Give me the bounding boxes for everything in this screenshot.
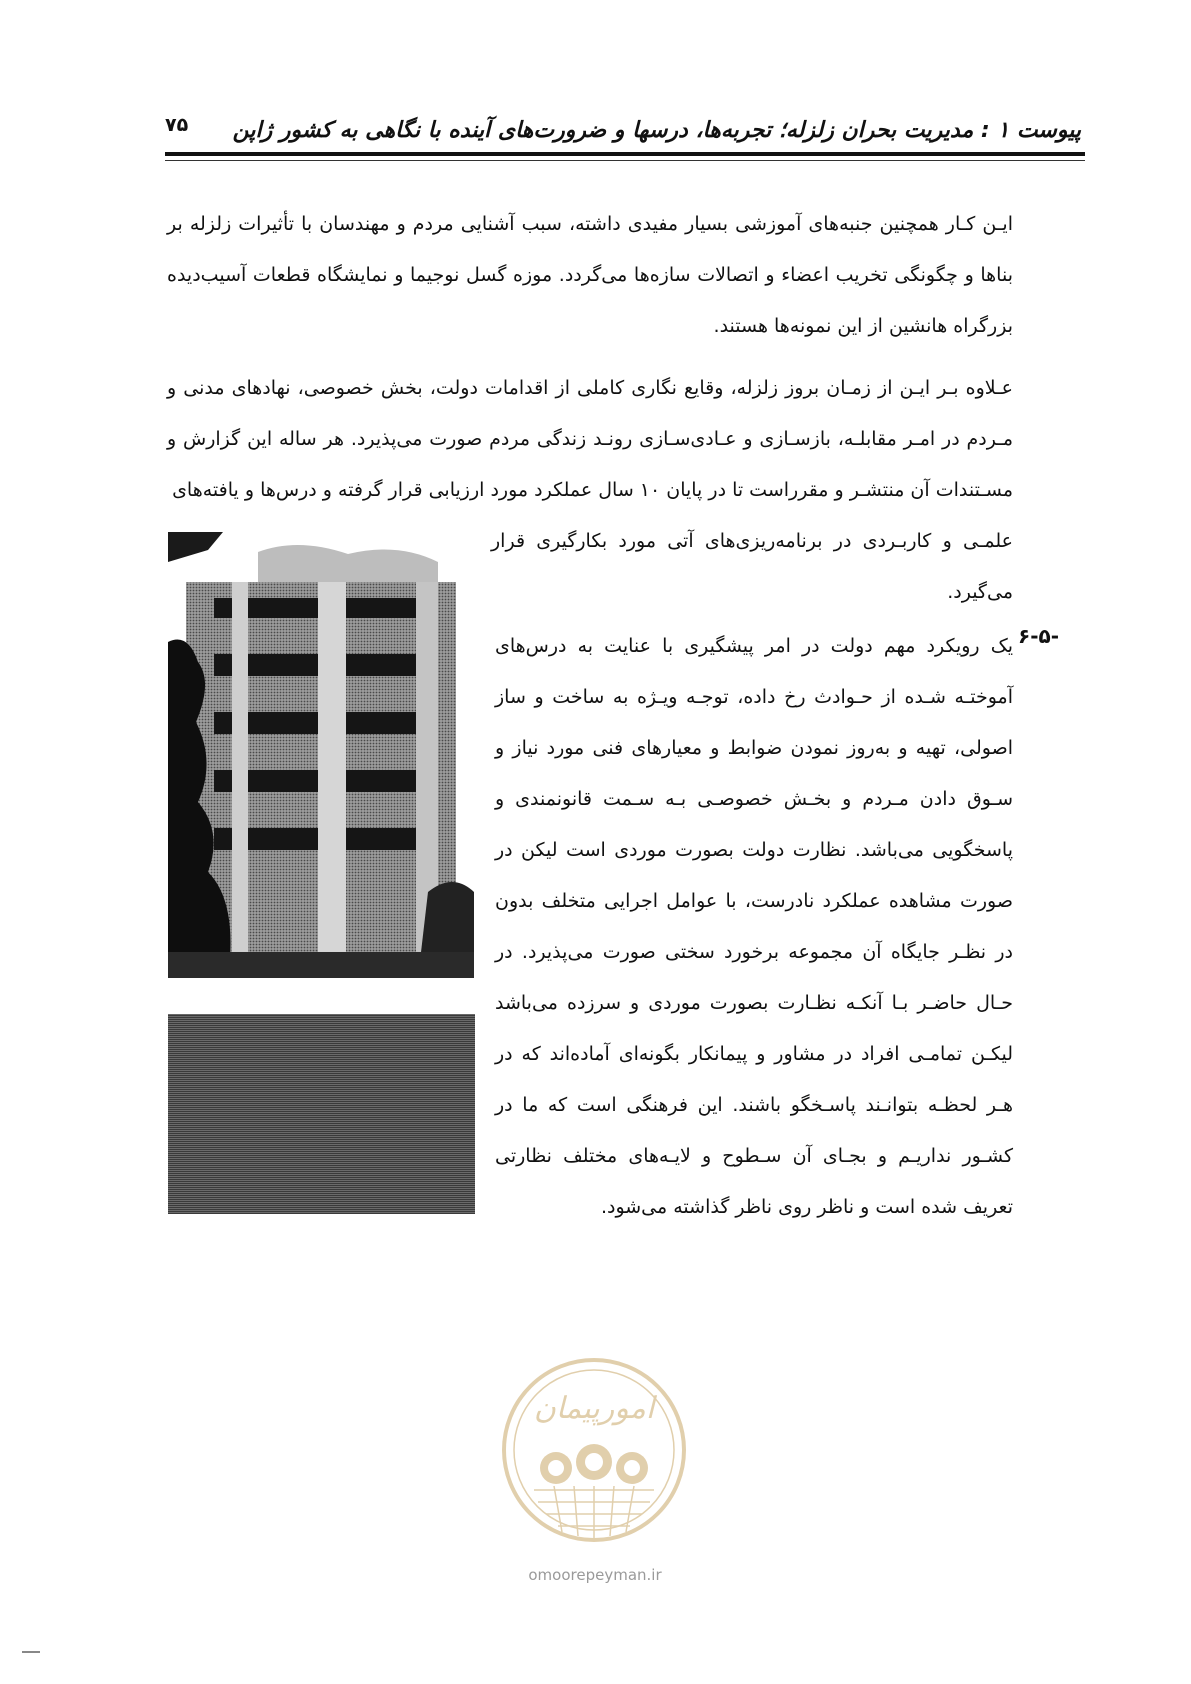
photo-caption-block [168, 1014, 475, 1214]
paragraph-3: علمـی و کاربـردی در برنامه‌ریزی‌های آتی مورد بکارگیری قرار می‌گیرد. [491, 530, 1013, 603]
logo-text: امورپیمان [533, 1391, 655, 1426]
header-rule-thick [165, 152, 1085, 156]
section-number: ۶-۵- [1018, 624, 1060, 648]
paragraph-2: عـلاوه بـر ایـن از زمـان بروز زلزله، وقایع نگاری کاملی از اقدامات دولت، بخش خصوصی، نهادهای مدنی و مـردم در امـر مقابلـه، بازسـازی و عـادی‌سـازی رونـد زندگی مردم صورت می‌پذیرد. هر ساله این گزارش و مسـتندات آن منتشـر و مقرراست تا در پایان ۱۰ سال عملکرد مورد ارزیابی قرار گرفته و درس‌ها و یافته‌های [167, 377, 1013, 501]
header-title: پیوست ۱ : مدیریت بحران زلزله؛ تجربه‌ها، درسها و ضرورت‌های آینده با نگاهی به کشور ژاپن [232, 118, 1081, 143]
margin-mark [22, 1651, 40, 1653]
header-rule-thin [165, 160, 1085, 161]
watermark-logo [494, 1340, 694, 1560]
page-number: ۷۵ [165, 114, 189, 136]
paragraph-1: ایـن کـار همچنین جنبه‌های آموزشی بسیار مفیدی داشته، سبب آشنایی مردم و مهندسان با تأثیرات زلزله بر بناها و چگونگی تخریب اعضاء و اتصالات سازه‌ها می‌گردد. موزه گسل نوجیما و نمایشگاه قطعات آسیب‌دیده بزرگراه هانشین از این نمونه‌ها هستند. [167, 213, 1013, 337]
building-photo [168, 532, 474, 978]
paragraph-4: یک رویکرد مهم دولت در امر پیشگیری با عنایت به درس‌های آموختـه شـده از حـوادث رخ داده، توجـه ویـژه به ساخت و ساز اصولی، تهیه و به‌روز نمودن ضوابط و معیارهای فنی مورد نیاز و سـوق دادن مـردم و بخـش خصوصـی بـه سـمت قانونمندی و پاسخگویی می‌باشد. نظارت دولت بصورت موردی است لیکن در صورت مشاهده عملکرد نادرست، با عوامل اجرایی متخلف بدون در نظـر جایگاه آن مجموعه برخورد سختی صورت می‌پذیرد. در حـال حاضـر بـا آنکـه نظـارت بصورت موردی و سرزده می‌باشد لیکـن تمامـی افراد در مشاور و پیمانکار بگونه‌ای آماده‌اند که در هـر لحظـه بتوانـند پاسـخگو باشند. این فرهنگی است که ما در کشـور نداریـم و بجـای آن سـطوح و لایـه‌های مختلف نظارتی تعریف شده است و ناظر روی ناظر گذاشته می‌شود. [495, 635, 1013, 1218]
watermark-url: omoorepeyman.ir [528, 1566, 662, 1584]
